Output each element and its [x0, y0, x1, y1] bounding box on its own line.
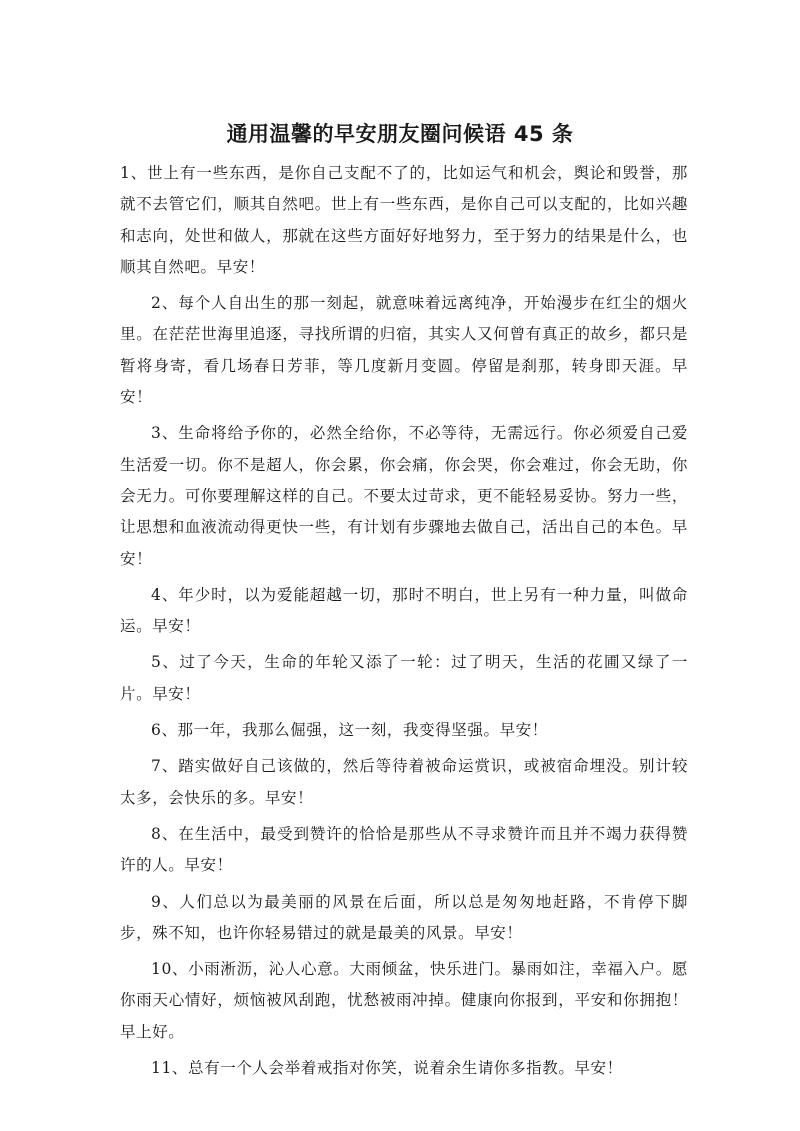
paragraph-3: 3、生命将给予你的，必然全给你，不必等待，无需远行。你必须爱自己爱生活爱一切。你不是超人，你会累，你会痛，你会哭，你会难过，你会无助，你会无力。可你要理解这样的自己。不要太过苛求，更不能轻易妥协。努力一些，让思想和血液流动得更快一些，有计划有步骤地去做自己，活出自己的本色。早安！ [120, 424, 688, 568]
paragraph-10: 10、小雨淅沥，沁人心意。大雨倾盆，快乐进门。暴雨如注，幸福入户。愿你雨天心情好，烦恼被风刮跑，忧愁被雨冲掉。健康向你报到，平安和你拥抱！早上好。 [120, 960, 688, 1041]
paragraph-5: 5、过了今天，生命的年轮又添了一轮：过了明天，生活的花圃又绿了一片。早安！ [120, 653, 688, 703]
paragraph-7: 7、踏实做好自己该做的，然后等待着被命运赏识，或被宿命埋没。别计较太多，会快乐的多。早安！ [120, 757, 688, 807]
paragraph-1: 1、世上有一些东西，是你自己支配不了的，比如运气和机会，舆论和毁誉，那就不去管它们，顺其自然吧。世上有一些东西，是你自己可以支配的，比如兴趣和志向，处世和做人，那就在这些方面好好地努力，至于努力的结果是什么，也顺其自然吧。早安！ [120, 164, 688, 276]
paragraph-2: 2、每个人自出生的那一刻起，就意味着远离纯净，开始漫步在红尘的烟火里。在茫茫世海里追逐，寻找所谓的归宿，其实人又何曾有真正的故乡，都只是暂将身寄，看几场春日芳菲，等几度新月变圆。停留是刹那，转身即天涯。早安！ [120, 294, 688, 407]
paragraph-11: 11、总有一个人会举着戒指对你笑，说着余生请你多指教。早安！ [151, 1059, 623, 1078]
document-title: 通用温馨的早安朋友圈问候语 45 条 [226, 122, 574, 146]
document-body [120, 158, 688, 1089]
paragraph-8: 8、在生活中，最受到赞许的恰恰是那些从不寻求赞许而且并不竭力获得赞许的人。早安！ [120, 824, 688, 875]
paragraph-9: 9、人们总以为最美丽的风景在后面，所以总是匆匆地赶路，不肯停下脚步，殊不知，也许你轻易错过的就是最美的风景。早安！ [120, 892, 688, 942]
paragraph-6: 6、那一年，我那么倔强，这一刻，我变得坚强。早安！ [151, 721, 548, 740]
paragraph-4: 4、年少时，以为爱能超越一切，那时不明白，世上另有一种力量，叫做命运。早安！ [120, 585, 688, 636]
